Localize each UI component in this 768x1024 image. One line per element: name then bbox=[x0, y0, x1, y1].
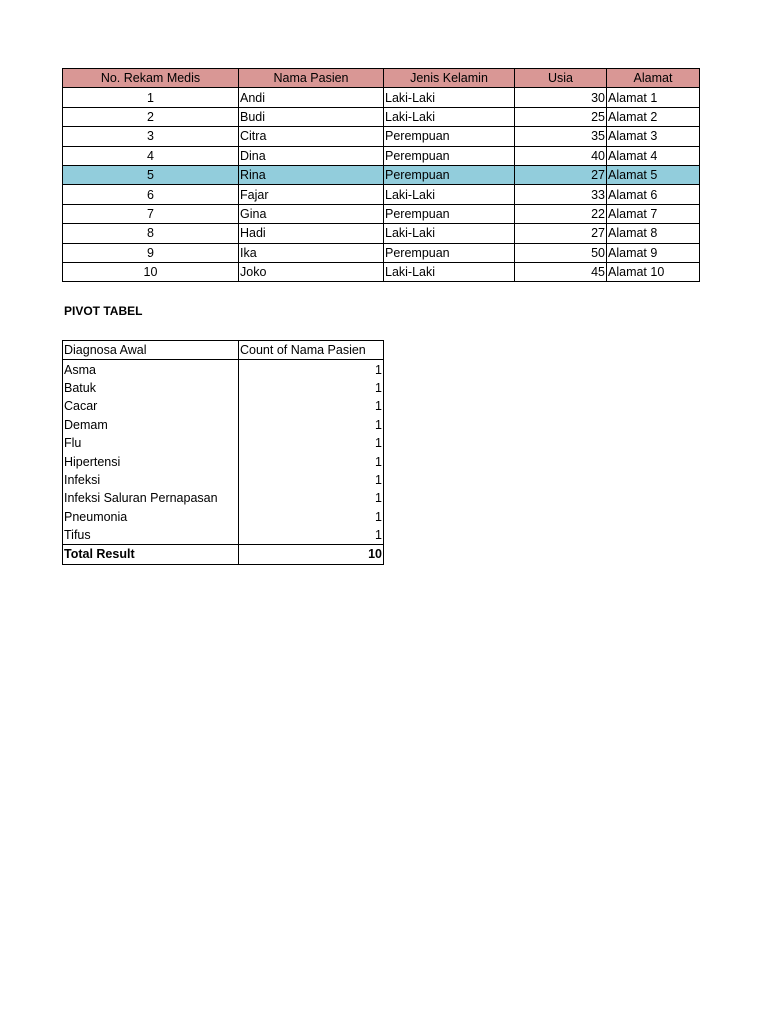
cell-usia: 45 bbox=[515, 262, 607, 281]
cell-alamat: Alamat 7 bbox=[607, 204, 700, 223]
cell-jenis-kelamin: Laki-Laki bbox=[384, 88, 515, 107]
cell-usia: 22 bbox=[515, 204, 607, 223]
table-row bbox=[63, 127, 700, 146]
table-row bbox=[63, 88, 700, 107]
cell-alamat: Alamat 9 bbox=[607, 243, 700, 262]
pivot-diagnosa-label: Batuk bbox=[63, 379, 239, 397]
pivot-row bbox=[63, 397, 384, 415]
cell-usia: 27 bbox=[515, 165, 607, 184]
column-header-jenis-kelamin: Jenis Kelamin bbox=[384, 69, 515, 88]
table-row bbox=[63, 243, 700, 262]
cell-nama-pasien: Joko bbox=[239, 262, 384, 281]
cell-alamat: Alamat 5 bbox=[607, 165, 700, 184]
cell-nama-pasien: Budi bbox=[239, 107, 384, 126]
pivot-diagnosa-label: Infeksi bbox=[63, 471, 239, 489]
cell-alamat: Alamat 1 bbox=[607, 88, 700, 107]
pivot-diagnosa-label: Hipertensi bbox=[63, 452, 239, 470]
pivot-diagnosa-label: Infeksi Saluran Pernapasan bbox=[63, 489, 239, 507]
column-header-alamat: Alamat bbox=[607, 69, 700, 88]
cell-jenis-kelamin: Perempuan bbox=[384, 146, 515, 165]
table-row bbox=[63, 262, 700, 281]
pivot-count-value: 1 bbox=[239, 434, 384, 452]
pivot-row bbox=[63, 452, 384, 470]
cell-jenis-kelamin: Perempuan bbox=[384, 165, 515, 184]
cell-usia: 40 bbox=[515, 146, 607, 165]
cell-nama-pasien: Dina bbox=[239, 146, 384, 165]
cell-nama-pasien: Gina bbox=[239, 204, 384, 223]
cell-jenis-kelamin: Perempuan bbox=[384, 243, 515, 262]
pivot-diagnosa-label: Flu bbox=[63, 434, 239, 452]
pivot-header-count: Count of Nama Pasien bbox=[239, 341, 384, 360]
pivot-row bbox=[63, 434, 384, 452]
pivot-diagnosa-label: Asma bbox=[63, 360, 239, 379]
cell-alamat: Alamat 4 bbox=[607, 146, 700, 165]
pivot-count-value: 1 bbox=[239, 452, 384, 470]
cell-alamat: Alamat 10 bbox=[607, 262, 700, 281]
table-row bbox=[63, 204, 700, 223]
cell-usia: 30 bbox=[515, 88, 607, 107]
pivot-header-row bbox=[63, 341, 384, 360]
pivot-table bbox=[62, 340, 384, 565]
table-row bbox=[63, 165, 700, 184]
pivot-diagnosa-label: Demam bbox=[63, 416, 239, 434]
pivot-count-value: 1 bbox=[239, 471, 384, 489]
cell-alamat: Alamat 3 bbox=[607, 127, 700, 146]
pivot-count-value: 1 bbox=[239, 360, 384, 379]
cell-jenis-kelamin: Laki-Laki bbox=[384, 262, 515, 281]
pivot-count-value: 1 bbox=[239, 508, 384, 526]
cell-no-rekam-medis: 7 bbox=[63, 204, 239, 223]
cell-no-rekam-medis: 10 bbox=[63, 262, 239, 281]
pivot-total-label: Total Result bbox=[63, 545, 239, 564]
cell-no-rekam-medis: 9 bbox=[63, 243, 239, 262]
cell-nama-pasien: Citra bbox=[239, 127, 384, 146]
pivot-count-value: 1 bbox=[239, 397, 384, 415]
pivot-diagnosa-label: Tifus bbox=[63, 526, 239, 545]
cell-alamat: Alamat 8 bbox=[607, 224, 700, 243]
cell-nama-pasien: Fajar bbox=[239, 185, 384, 204]
pivot-row bbox=[63, 526, 384, 545]
table-header-row bbox=[63, 69, 700, 88]
cell-usia: 25 bbox=[515, 107, 607, 126]
column-header-nama-pasien: Nama Pasien bbox=[239, 69, 384, 88]
pivot-row bbox=[63, 360, 384, 379]
pivot-total-row bbox=[63, 545, 384, 564]
table-row bbox=[63, 185, 700, 204]
pivot-count-value: 1 bbox=[239, 379, 384, 397]
cell-jenis-kelamin: Perempuan bbox=[384, 127, 515, 146]
pivot-total-count: 10 bbox=[239, 545, 384, 564]
cell-jenis-kelamin: Perempuan bbox=[384, 204, 515, 223]
pivot-row bbox=[63, 379, 384, 397]
column-header-usia: Usia bbox=[515, 69, 607, 88]
pivot-row bbox=[63, 489, 384, 507]
pivot-diagnosa-label: Cacar bbox=[63, 397, 239, 415]
table-row bbox=[63, 146, 700, 165]
cell-nama-pasien: Hadi bbox=[239, 224, 384, 243]
cell-jenis-kelamin: Laki-Laki bbox=[384, 224, 515, 243]
cell-no-rekam-medis: 3 bbox=[63, 127, 239, 146]
cell-no-rekam-medis: 4 bbox=[63, 146, 239, 165]
table-row bbox=[63, 224, 700, 243]
pivot-diagnosa-label: Pneumonia bbox=[63, 508, 239, 526]
cell-usia: 50 bbox=[515, 243, 607, 262]
cell-no-rekam-medis: 5 bbox=[63, 165, 239, 184]
cell-usia: 33 bbox=[515, 185, 607, 204]
pivot-count-value: 1 bbox=[239, 489, 384, 507]
cell-alamat: Alamat 2 bbox=[607, 107, 700, 126]
pivot-row bbox=[63, 471, 384, 489]
pivot-count-value: 1 bbox=[239, 416, 384, 434]
patients-table bbox=[62, 68, 700, 282]
pivot-row bbox=[63, 508, 384, 526]
column-header-no-rekam-medis: No. Rekam Medis bbox=[63, 69, 239, 88]
pivot-row bbox=[63, 416, 384, 434]
cell-alamat: Alamat 6 bbox=[607, 185, 700, 204]
cell-nama-pasien: Ika bbox=[239, 243, 384, 262]
cell-nama-pasien: Rina bbox=[239, 165, 384, 184]
cell-usia: 35 bbox=[515, 127, 607, 146]
pivot-title: PIVOT TABEL bbox=[64, 304, 143, 318]
cell-jenis-kelamin: Laki-Laki bbox=[384, 107, 515, 126]
cell-usia: 27 bbox=[515, 224, 607, 243]
cell-no-rekam-medis: 6 bbox=[63, 185, 239, 204]
table-row bbox=[63, 107, 700, 126]
pivot-header-diagnosa-awal: Diagnosa Awal bbox=[63, 341, 239, 360]
cell-jenis-kelamin: Laki-Laki bbox=[384, 185, 515, 204]
cell-no-rekam-medis: 8 bbox=[63, 224, 239, 243]
cell-nama-pasien: Andi bbox=[239, 88, 384, 107]
cell-no-rekam-medis: 2 bbox=[63, 107, 239, 126]
cell-no-rekam-medis: 1 bbox=[63, 88, 239, 107]
pivot-count-value: 1 bbox=[239, 526, 384, 545]
